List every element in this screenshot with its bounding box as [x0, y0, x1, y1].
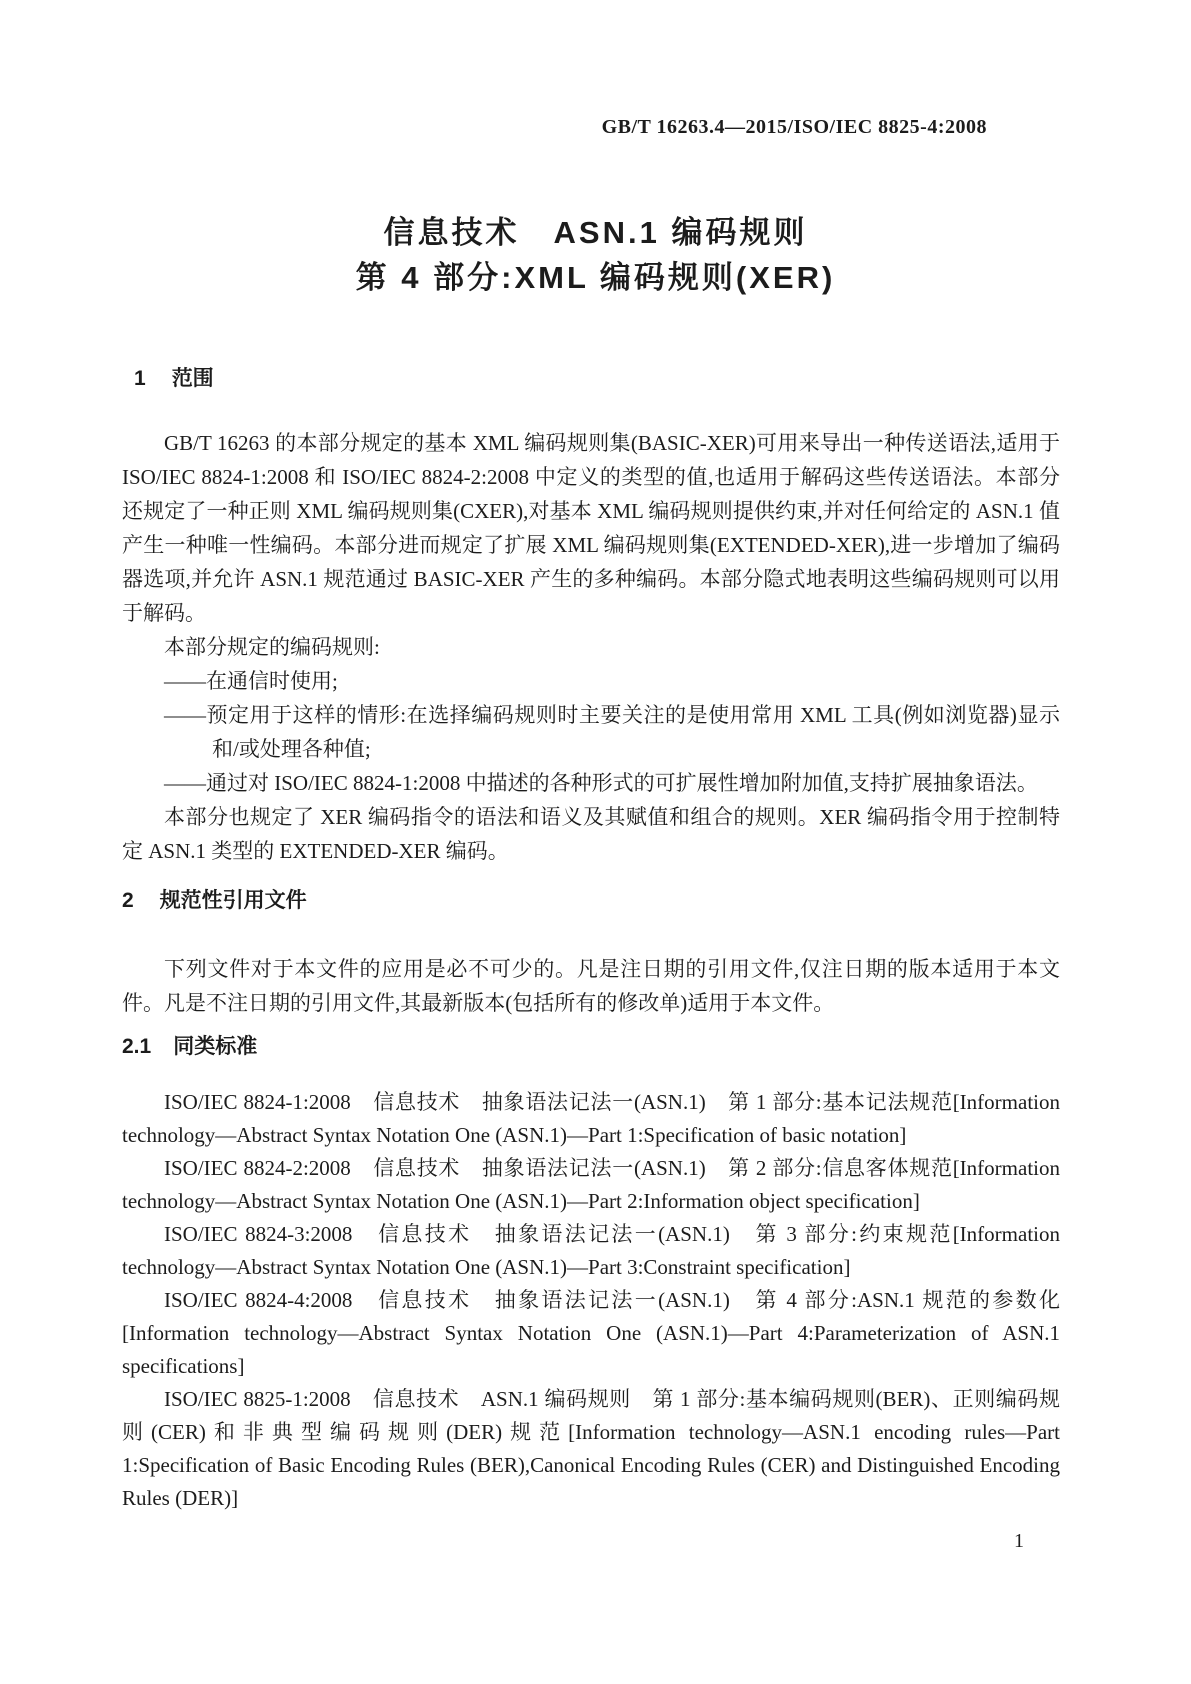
normative-references-intro: 下列文件对于本文件的应用是必不可少的。凡是注日期的引用文件,仅注日期的版本适用于本文件。凡是不注日期的引用文件,其最新版本(包括所有的修改单)适用于本文件。 [122, 957, 1060, 1015]
section-2-title: 规范性引用文件 [159, 889, 307, 912]
section-1-heading [134, 366, 1060, 392]
dash-marker: —— [164, 703, 206, 727]
reference-item-5: ISO/IEC 8825-1:2008 信息技术 ASN.1 编码规则 第 1 部分:基本编码规则(BER)、正则编码规则(CER)和非典型编码规则(DER)规范[Information technology—ASN.1 encoding rules—Part 1:Specification of Basic Encoding Rules (BER),Canonical Encoding Rules (CER) and Distinguished Encoding Rules (DER)] [122, 1387, 1060, 1510]
section-2-number: 2 [122, 889, 134, 912]
dash-marker: —— [164, 771, 206, 795]
reference-list [122, 1086, 1060, 1515]
section-1-number: 1 [134, 367, 146, 390]
standard-code-header: GB/T 16263.4—2015/ISO/IEC 8825-4:2008 [601, 116, 987, 138]
scope-list-item-3-text: 通过对 ISO/IEC 8824-1:2008 中描述的各种形式的可扩展性增加附加值,支持扩展抽象语法。 [206, 771, 1038, 795]
reference-item-2: ISO/IEC 8824-2:2008 信息技术 抽象语法记法一(ASN.1) 第 2 部分:信息客体规范[Information technology—Abstract Syntax Notation One (ASN.1)—Part 2:Information object specification] [122, 1156, 1060, 1213]
reference-item-3: ISO/IEC 8824-3:2008 信息技术 抽象语法记法一(ASN.1) 第 3 部分:约束规范[Information technology—Abstract Syntax Notation One (ASN.1)—Part 3:Constraint specification] [122, 1222, 1060, 1279]
page-number: 1 [1014, 1530, 1024, 1552]
scope-paragraph-2: 本部分规定的编码规则: [164, 635, 380, 659]
reference-item-4: ISO/IEC 8824-4:2008 信息技术 抽象语法记法一(ASN.1) 第 4 部分:ASN.1 规范的参数化[Information technology—Abstract Syntax Notation One (ASN.1)—Part 4:Parameterization of ASN.1 specifications] [122, 1288, 1060, 1378]
document-title [0, 210, 1191, 300]
scope-list-item-1-text: 在通信时使用; [206, 669, 338, 693]
scope-list-item-1 [122, 664, 1060, 698]
document-title-line2: 第 4 部分:XML 编码规则(XER) [355, 260, 836, 295]
scope-list-item-2-text: 预定用于这样的情形:在选择编码规则时主要关注的是使用常用 XML 工具(例如浏览器)显示和/或处理各种值; [206, 703, 1060, 761]
scope-list-item-3 [122, 766, 1060, 800]
section-1-title: 范围 [171, 367, 214, 390]
scope-paragraph-3: 本部分也规定了 XER 编码指令的语法和语义及其赋值和组合的规则。XER 编码指令用于控制特定 ASN.1 类型的 EXTENDED-XER 编码。 [122, 805, 1060, 863]
scope-paragraph-1: GB/T 16263 的本部分规定的基本 XML 编码规则集(BASIC-XER)可用来导出一种传送语法,适用于 ISO/IEC 8824-1:2008 和 ISO/IEC 8824-2:2008 中定义的类型的值,也适用于解码这些传送语法。本部分还规定了一种正则 XML 编码规则集(CXER),对基本 XML 编码规则提供约束,并对任何给定的 ASN.1 值产生一种唯一性编码。本部分进而规定了扩展 XML 编码规则集(EXTENDED-XER),进一步增加了编码器选项,并允许 ASN.1 规范通过 BASIC-XER 产生的多种编码。本部分隐式地表明这些编码规则可以用于解码。 [122, 431, 1060, 625]
reference-item-1: ISO/IEC 8824-1:2008 信息技术 抽象语法记法一(ASN.1) 第 1 部分:基本记法规范[Information technology—Abstract Syntax Notation One (ASN.1)—Part 1:Specification of basic notation] [122, 1090, 1060, 1147]
section-2-heading [122, 888, 1060, 914]
subsection-2-1-number: 2.1 [122, 1035, 152, 1058]
document-title-line1: 信息技术 ASN.1 编码规则 [383, 215, 808, 250]
scope-list-item-2 [122, 698, 1060, 766]
page-body [122, 352, 1060, 1515]
dash-marker: —— [164, 669, 206, 693]
subsection-2-1-title: 同类标准 [173, 1035, 258, 1058]
subsection-2-1-heading [122, 1034, 1060, 1060]
